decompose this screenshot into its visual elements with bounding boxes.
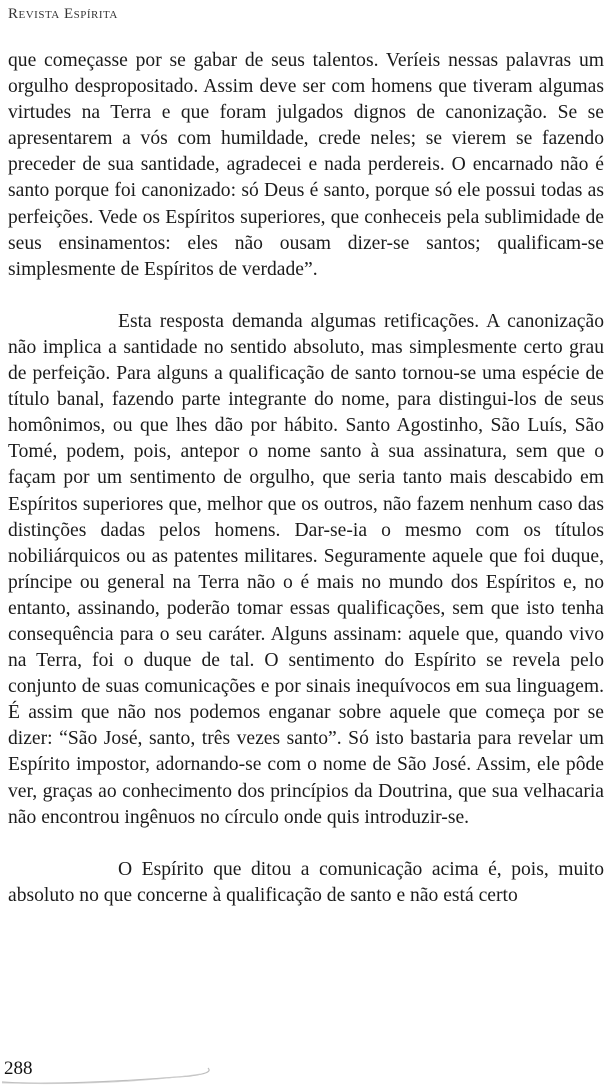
paragraph-3: O Espírito que ditou a comunicação acima é, pois, muito absoluto no que concerne à qualificação de santo e não está certo — [8, 858, 604, 906]
paragraph-2: Esta resposta demanda algumas retificações. A canonização não implica a santidade no sentido absoluto, mas simplesmente certo grau de perfeição. Para alguns a qualificação de santo tornou-se uma espécie de título banal, fazendo parte integrante do nome, para distingui-los de seus homônimos, ou que lhes dão por hábito. Santo Agostinho, São Luís, São Tomé, podem, pois, antepor o nome santo à sua assinatura, sem que o façam por um sentimento de orgulho, que seria tanto mais descabido em Espíritos superiores que, melhor que os outros, não fazem nenhum caso das distinções dadas pelos homens. Dar-se-ia o mesmo com os títulos nobiliárquicos ou as patentes militares. Seguramente aquele que foi duque, príncipe ou general na Terra não o é mais no mundo dos Espíritos e, no entanto, assinando, poderão tomar essas qualificações, sem que isto tenha consequência para o seu caráter. Alguns assinam: aquele que, quando vivo na Terra, foi o duque de tal. O sentimento do Espírito se revela pelo conjunto de suas comunicações e por sinais inequívocos em sua linguagem. É assim que não nos podemos enganar sobre aquele que começa por se dizer: “São José, santo, três vezes santo”. Só isto bastaria para revelar um Espírito impostor, adornando-se com o nome de São José. Assim, ele pôde ver, graças ao conhecimento dos princípios da Doutrina, que sua velhacaria não encontrou ingênuos no círculo onde quis introduzir-se. — [8, 310, 604, 828]
folio-swash-ornament — [0, 1052, 220, 1085]
body-text — [8, 48, 604, 909]
page-number: 288 — [4, 1058, 33, 1079]
paragraph-1: que começasse por se gabar de seus talentos. Veríeis nessas palavras um orgulho despropositado. Assim deve ser com homens que tiveram algumas virtudes na Terra e que foram julgados dignos de canonização. Se se apresentarem a vós com humildade, crede neles; se vierem se fazendo preceder de sua santidade, agradecei e nada perdereis. O encarnado não é santo porque foi canonizado: só Deus é santo, porque só ele possui todas as perfeições. Vede os Espíritos superiores, que conheceis pela sublimidade de seus ensinamentos: eles não ousam dizer-se santos; qualificam-se simplesmente de Espíritos de verdade”. — [8, 50, 604, 280]
running-head: Revista Espírita — [8, 6, 118, 22]
